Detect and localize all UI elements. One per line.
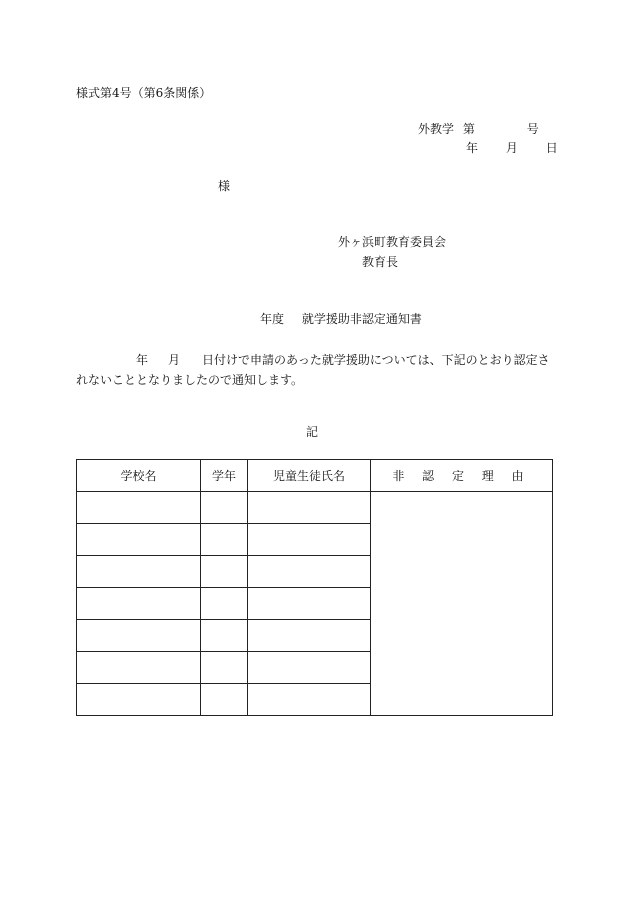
document-number-prefix: 外教学 (418, 122, 455, 136)
date-year-label: 年 (466, 141, 479, 155)
header-student-name: 児童生徒氏名 (248, 460, 371, 492)
cell-student-name[interactable] (248, 684, 371, 716)
header-school-name: 学校名 (77, 460, 201, 492)
cell-school-name[interactable] (77, 620, 201, 652)
body-year-label: 年 (136, 353, 149, 367)
cell-school-name[interactable] (77, 556, 201, 588)
cell-school-name[interactable] (77, 524, 201, 556)
cell-school-name[interactable] (77, 684, 201, 716)
header-grade: 学年 (201, 460, 248, 492)
document-number-go: 号 (526, 122, 539, 136)
title-fiscal-year: 年度 (260, 312, 285, 326)
title-text: 就学援助非認定通知書 (301, 312, 422, 326)
cell-student-name[interactable] (248, 556, 371, 588)
header-reason: 非 認 定 理 由 (371, 460, 553, 492)
issuer-title: 教育長 (362, 255, 399, 269)
cell-school-name[interactable] (77, 492, 201, 524)
document-title (260, 313, 422, 325)
table-row (77, 492, 553, 524)
date-month-label: 月 (505, 141, 518, 155)
body-text: 日付けで申請のあった就学援助については、下記のとおり認定されないこととなりましたので通知します。 (76, 353, 550, 387)
document-number-line (418, 123, 539, 135)
notice-body (76, 350, 556, 390)
cell-grade[interactable] (201, 620, 248, 652)
recipient-honorific: 様 (218, 179, 231, 193)
issue-date-line (466, 142, 558, 154)
cell-student-name[interactable] (248, 524, 371, 556)
cell-school-name[interactable] (77, 652, 201, 684)
cell-grade[interactable] (201, 684, 248, 716)
cell-grade[interactable] (201, 652, 248, 684)
cell-grade[interactable] (201, 492, 248, 524)
cell-grade[interactable] (201, 588, 248, 620)
document-number-dai: 第 (462, 122, 475, 136)
cell-school-name[interactable] (77, 588, 201, 620)
ki-heading: 記 (306, 425, 319, 439)
cell-reason[interactable] (371, 492, 553, 716)
cell-student-name[interactable] (248, 652, 371, 684)
issuer-organization: 外ヶ浜町教育委員会 (338, 235, 447, 249)
body-month-label: 月 (168, 353, 181, 367)
non-approval-table (76, 459, 553, 716)
cell-student-name[interactable] (248, 588, 371, 620)
cell-student-name[interactable] (248, 620, 371, 652)
form-number: 様式第4号（第6条関係） (76, 86, 212, 100)
date-day-label: 日 (545, 141, 558, 155)
cell-student-name[interactable] (248, 492, 371, 524)
table-header-row (77, 460, 553, 492)
cell-grade[interactable] (201, 524, 248, 556)
cell-grade[interactable] (201, 556, 248, 588)
